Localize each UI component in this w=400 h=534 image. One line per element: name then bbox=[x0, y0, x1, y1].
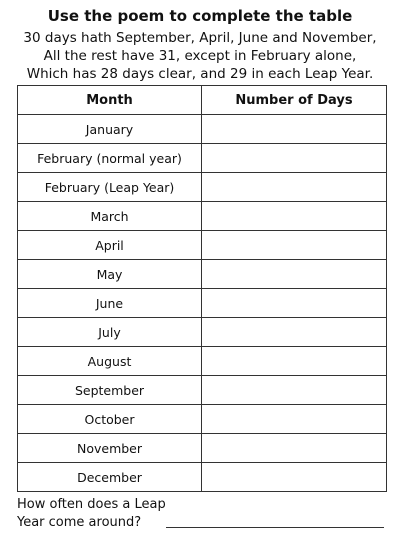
days-answer-cell[interactable] bbox=[202, 260, 387, 289]
table-header-row bbox=[18, 86, 387, 115]
month-cell: December bbox=[18, 463, 202, 492]
month-cell: September bbox=[18, 376, 202, 405]
month-cell: November bbox=[18, 434, 202, 463]
days-answer-cell[interactable] bbox=[202, 347, 387, 376]
month-cell: March bbox=[18, 202, 202, 231]
days-column-header: Number of Days bbox=[202, 86, 387, 115]
month-column-header: Month bbox=[18, 86, 202, 115]
poem-line: Which has 28 days clear, and 29 in each Leap Year. bbox=[26, 66, 374, 82]
table-row bbox=[18, 347, 387, 376]
table-row bbox=[18, 115, 387, 144]
month-cell: April bbox=[18, 231, 202, 260]
question-line: Year come around? bbox=[17, 515, 142, 530]
poem-line: All the rest have 31, except in February alone, bbox=[43, 48, 357, 64]
month-cell: January bbox=[18, 115, 202, 144]
poem-line: 30 days hath September, April, June and November, bbox=[23, 30, 377, 46]
days-table bbox=[17, 85, 387, 492]
table-row bbox=[18, 463, 387, 492]
days-answer-cell[interactable] bbox=[202, 144, 387, 173]
table-row bbox=[18, 231, 387, 260]
days-answer-cell[interactable] bbox=[202, 173, 387, 202]
month-cell: July bbox=[18, 318, 202, 347]
days-answer-cell[interactable] bbox=[202, 318, 387, 347]
days-answer-cell[interactable] bbox=[202, 115, 387, 144]
table-row bbox=[18, 376, 387, 405]
table-row bbox=[18, 434, 387, 463]
answer-line[interactable] bbox=[166, 527, 384, 528]
days-answer-cell[interactable] bbox=[202, 405, 387, 434]
table-row bbox=[18, 260, 387, 289]
month-cell: February (Leap Year) bbox=[18, 173, 202, 202]
table-row bbox=[18, 173, 387, 202]
worksheet-title: Use the poem to complete the table bbox=[47, 7, 353, 25]
month-cell: May bbox=[18, 260, 202, 289]
table-row bbox=[18, 289, 387, 318]
month-cell: June bbox=[18, 289, 202, 318]
days-answer-cell[interactable] bbox=[202, 434, 387, 463]
table-row bbox=[18, 318, 387, 347]
days-answer-cell[interactable] bbox=[202, 231, 387, 260]
month-cell: October bbox=[18, 405, 202, 434]
table-row bbox=[18, 405, 387, 434]
month-cell: August bbox=[18, 347, 202, 376]
table-row bbox=[18, 144, 387, 173]
days-answer-cell[interactable] bbox=[202, 202, 387, 231]
poem bbox=[0, 29, 400, 83]
days-answer-cell[interactable] bbox=[202, 376, 387, 405]
days-answer-cell[interactable] bbox=[202, 289, 387, 318]
leap-year-question bbox=[17, 496, 166, 532]
question-line: How often does a Leap bbox=[17, 497, 166, 512]
month-cell: February (normal year) bbox=[18, 144, 202, 173]
days-answer-cell[interactable] bbox=[202, 463, 387, 492]
table-row bbox=[18, 202, 387, 231]
